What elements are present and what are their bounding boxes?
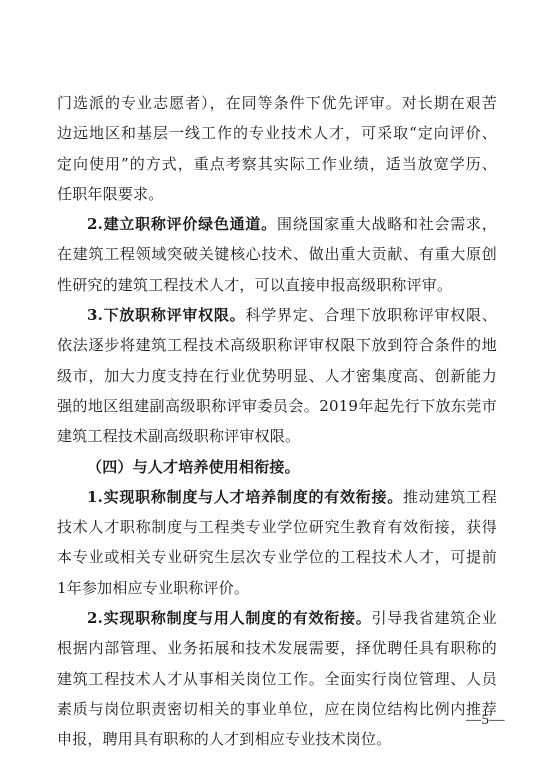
delegate-authority-heading: 3.下放职称评审权限。 [87,306,246,325]
paragraph-2-line-2: 在建筑工程领域突破关键核心技术、做出重大贡献、有重大原创 [57,245,497,264]
paragraph-1-line-4: 任职年限要求。 [57,184,164,203]
paragraph-2-line-1 [57,209,497,239]
paragraph-5-line-3: 建筑工程技术人才从事相关岗位工作。全面实行岗位管理、人员 [57,669,497,688]
paragraph-5-line-2: 根据内部管理、业务拓展和技术发展需要，择优聘任具有职称的 [57,639,497,658]
paragraph-4-line-1-text: 推动建筑工程 [403,487,497,506]
paragraph-5-line-4: 素质与岗位职责密切相关的事业单位，应在岗位结构比例内推荐 [57,699,497,718]
paragraph-3-line-5: 建筑工程技术副高级职称评审权限。 [57,427,301,446]
paragraph-3-line-2: 依法逐步将建筑工程技术高级职称评审权限下放到符合条件的地 [57,336,497,355]
paragraph-1-line-3: 定向使用”的方式，重点考察其实际工作业绩，适当放宽学历、 [57,154,497,173]
paragraph-4-line-1 [57,482,497,512]
paragraph-4-line-3: 本专业或相关专业研究生层次专业学位的工程技术人才，可提前 [57,548,497,567]
training-link-heading: 1.实现职称制度与人才培养制度的有效衔接。 [87,487,403,506]
paragraph-5-line-1-text: 引导我省建筑企业 [371,609,497,628]
paragraph-5-line-1 [57,603,497,633]
document-body [57,88,497,755]
page-number: —5— [466,712,505,728]
paragraph-3-line-1-text: 科学界定、合理下放职称评审权限、 [245,306,497,325]
paragraph-1-line-2: 边远地区和基层一线工作的专业技术人才，可采取“定向评价、 [57,124,497,143]
paragraph-3-line-4: 强的地区组建副高级职称评审委员会。2019年起先行下放东莞市 [57,396,497,415]
paragraph-2-line-3: 性研究的建筑工程技术人才，可以直接申报高级职称评审。 [57,275,453,294]
paragraph-4-line-4: 1年参加相应专业职称评价。 [57,578,250,597]
paragraph-5-line-5: 申报，聘用具有职称的人才到相应专业技术岗位。 [57,730,392,749]
section-4-heading: （四）与人才培养使用相衔接。 [87,457,300,476]
employment-link-heading: 2.实现职称制度与用人制度的有效衔接。 [87,609,372,628]
paragraph-3-line-1 [57,300,497,330]
paragraph-1-line-1: 门选派的专业志愿者），在同等条件下优先评审。对长期在艰苦 [57,94,497,112]
paragraph-2-line-1-text: 围绕国家重大战略和社会需求， [276,215,497,234]
green-channel-heading: 2.建立职称评价绿色通道。 [87,215,277,234]
paragraph-3-line-3: 级市，加大力度支持在行业优势明显、人才密集度高、创新能力 [57,366,497,385]
paragraph-4-line-2: 技术人才职称制度与工程类专业学位研究生教育有效衔接，获得 [57,518,497,537]
